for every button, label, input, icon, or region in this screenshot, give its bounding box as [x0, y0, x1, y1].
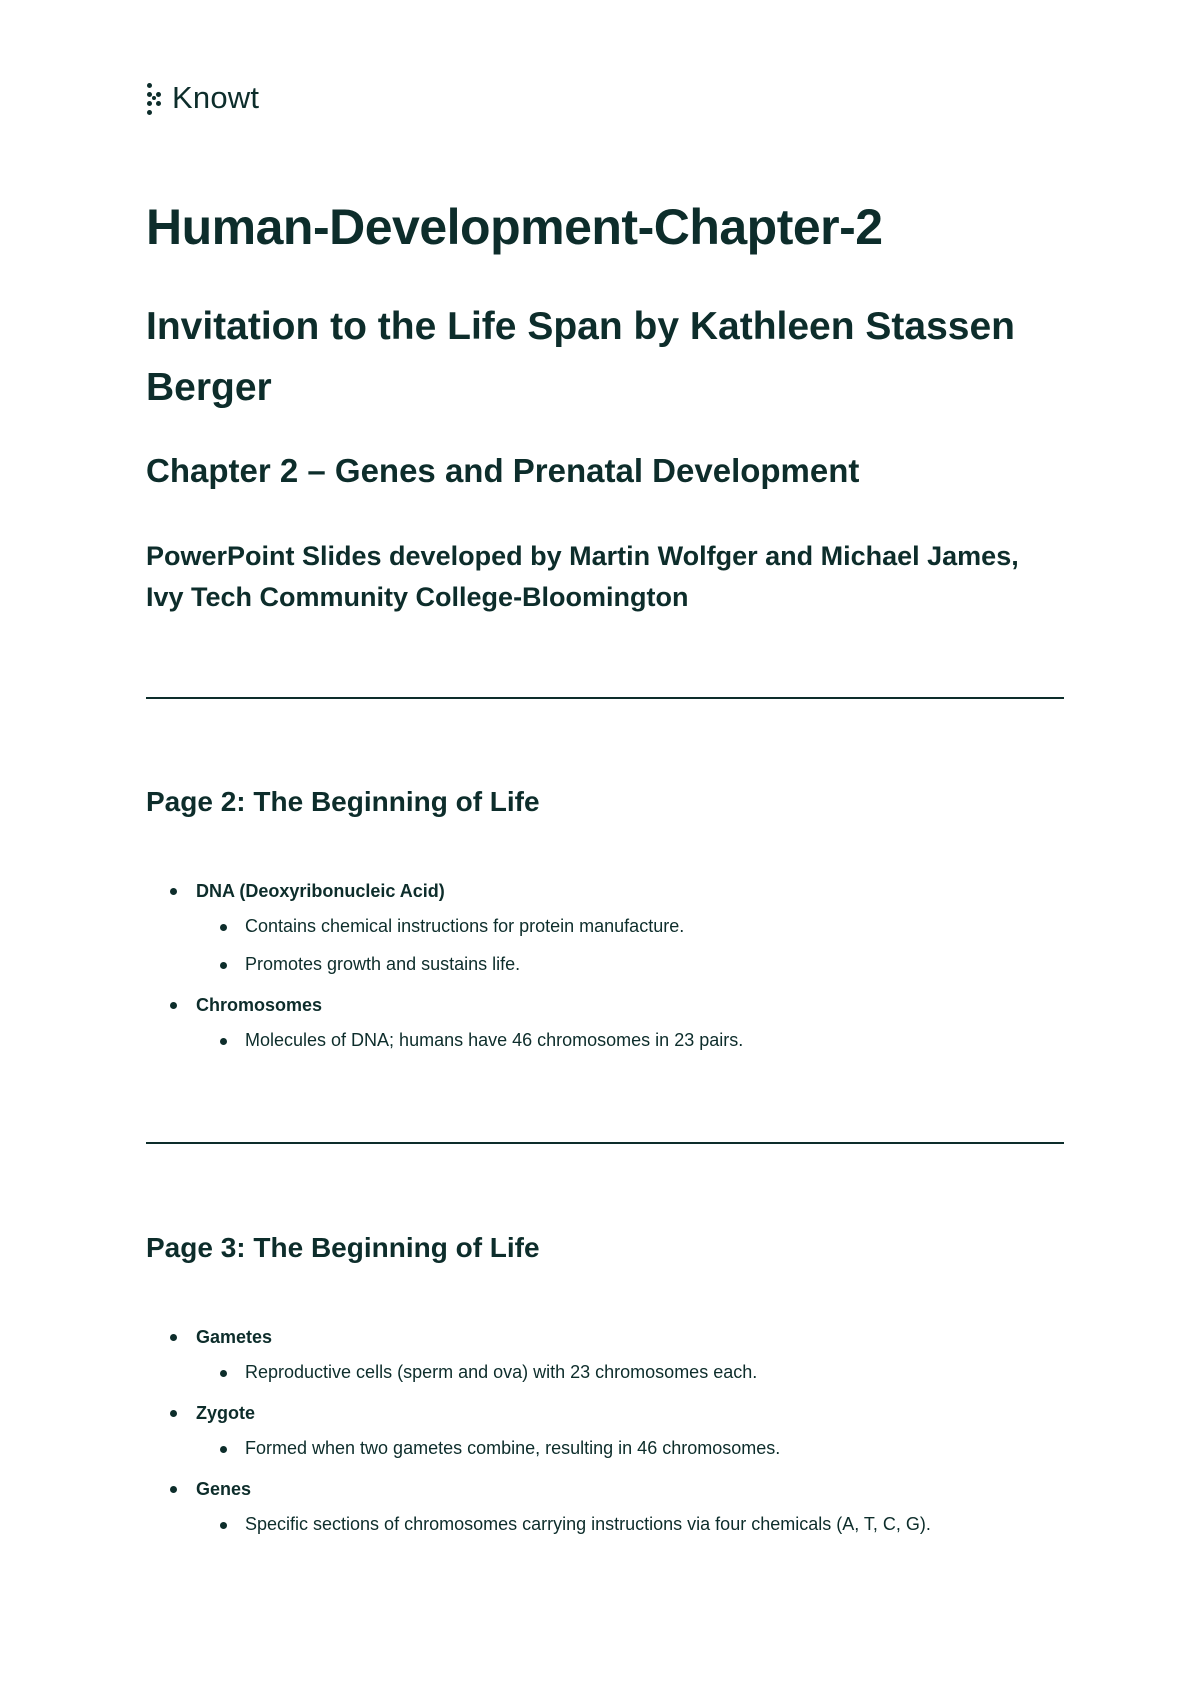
term-chromosomes: Chromosomes — [196, 986, 1046, 1024]
section-divider — [146, 697, 1064, 699]
document-title: Human-Development-Chapter-2 — [146, 199, 883, 255]
term-gametes: Gametes — [196, 1318, 1046, 1356]
term-dna: DNA (Deoxyribonucleic Acid) — [196, 872, 1046, 910]
section-title-page-2: Page 2: The Beginning of Life — [146, 786, 540, 817]
list-item-detail: Molecules of DNA; humans have 46 chromosomes in 23 pairs. — [196, 1024, 965, 1057]
section-list-page-3 — [146, 1318, 1046, 1546]
sub-list — [196, 1024, 1046, 1057]
list-item — [146, 986, 1046, 1057]
list-item-detail: Formed when two gametes combine, resulting in 46 chromosomes. — [196, 1432, 965, 1465]
list-item-detail: Contains chemical instructions for protein manufacture. — [196, 910, 965, 943]
term-genes: Genes — [196, 1470, 1046, 1508]
section-list-page-2 — [146, 872, 1046, 1062]
list-item — [146, 872, 1046, 981]
brand-logo[interactable] — [146, 80, 259, 116]
knowt-dots-logo-icon — [146, 81, 164, 115]
section-divider — [146, 1142, 1064, 1144]
list-item — [146, 1318, 1046, 1389]
chapter-heading: Chapter 2 – Genes and Prenatal Development — [146, 452, 860, 489]
brand-name: Knowt — [172, 80, 260, 115]
section-title-page-3: Page 3: The Beginning of Life — [146, 1232, 540, 1263]
list-item — [146, 1470, 1046, 1541]
sub-list — [196, 1508, 1046, 1541]
sub-list — [196, 1432, 1046, 1465]
list-item-detail: Reproductive cells (sperm and ova) with 23 chromosomes each. — [196, 1356, 965, 1389]
list-item — [146, 1394, 1046, 1465]
credits-text: PowerPoint Slides developed by Martin Wolfger and Michael James, Ivy Tech Community College-Bloomington — [146, 541, 1019, 612]
sub-list — [196, 910, 1046, 981]
sub-list — [196, 1356, 1046, 1389]
term-zygote: Zygote — [196, 1394, 1046, 1432]
list-item-detail: Specific sections of chromosomes carrying instructions via four chemicals (A, T, C, G). — [196, 1508, 965, 1541]
document-subtitle: Invitation to the Life Span by Kathleen Stassen Berger — [146, 305, 1015, 409]
list-item-detail: Promotes growth and sustains life. — [196, 948, 965, 981]
